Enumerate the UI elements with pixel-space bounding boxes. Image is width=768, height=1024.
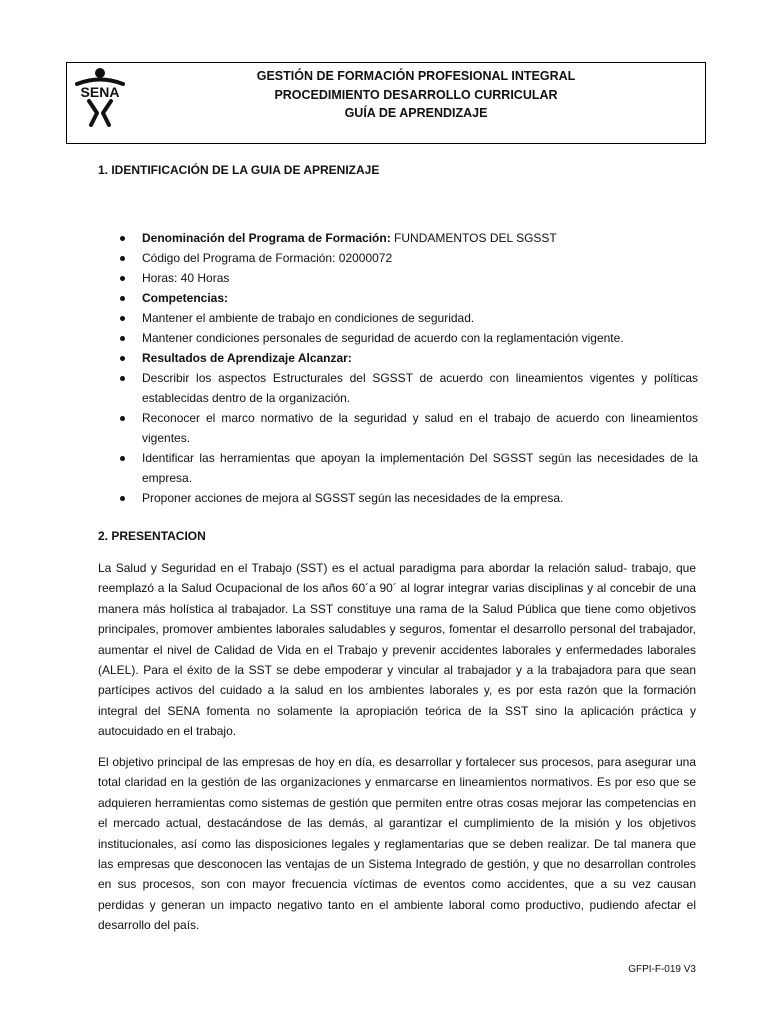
list-item: Resultados de Aprendizaje Alcanzar:	[98, 348, 698, 368]
sena-logo-icon	[71, 67, 129, 127]
bullet-icon	[120, 356, 125, 361]
svg-text:SENA: SENA	[80, 84, 120, 100]
list-item: Competencias:	[98, 288, 698, 308]
section1-title: 1. IDENTIFICACIÓN DE LA GUIA DE APRENIZAJE	[98, 163, 380, 177]
bullet-icon	[120, 416, 125, 421]
list-item: Describir los aspectos Estructurales del SGSST de acuerdo con lineamientos vigentes y políticas establecidas dentro de la organización.	[98, 368, 698, 408]
list-item: Proponer acciones de mejora al SGSST según las necesidades de la empresa.	[98, 488, 698, 508]
list-item: Reconocer el marco normativo de la seguridad y salud en el trabajo de acuerdo con lineamientos vigentes.	[98, 408, 698, 448]
list-item: Identificar las herramientas que apoyan la implementación Del SGSST según las necesidades de la empresa.	[98, 448, 698, 488]
bullet-icon	[120, 456, 125, 461]
form-code: GFPI-F-019 V3	[628, 964, 696, 975]
bullet-icon	[120, 336, 125, 341]
list-item: Mantener condiciones personales de seguridad de acuerdo con la reglamentación vigente.	[98, 328, 698, 348]
list-item: Horas: 40 Horas	[98, 268, 698, 288]
bullet-icon	[120, 316, 125, 321]
list-item: Mantener el ambiente de trabajo en condiciones de seguridad.	[98, 308, 698, 328]
header-title-line3: GUÍA DE APRENDIZAJE	[344, 106, 488, 120]
header-titles	[127, 67, 705, 123]
list-item: Código del Programa de Formación: 02000072	[98, 248, 698, 268]
bullet-icon	[120, 496, 125, 501]
identification-list	[98, 228, 698, 508]
presentation-paragraph-1: La Salud y Seguridad en el Trabajo (SST) es el actual paradigma para abordar la relación salud- trabajo, que reemplazó a la Salud Ocupacional de los años 60´a 90´ al lograr integrar varias disciplinas y al concebir de una manera más holística al trabajador. La SST constituye una rama de la Salud Pública que tiene como objetivos principales, promover ambientes laborales saludables y seguros, fomentar el desarrollo personal del trabajador, aumentar el nivel de Calidad de Vida en el Trabajo y prevenir accidentes laborales y enfermedades laborales (ALEL). Para el éxito de la SST se debe empoderar y vincular al trabajador y a la trabajadora para que sean partícipes activos del cuidado a la salud en los ambientes laborales y, es por esta razón que la formación integral del SENA fomenta no solamente la apropiación teórica de la SST sino la aplicación práctica y autocuidado en el trabajo.	[98, 561, 696, 739]
bullet-icon	[120, 296, 125, 301]
document-header	[66, 62, 706, 144]
bullet-icon	[120, 376, 125, 381]
bullet-icon	[120, 236, 125, 241]
header-title-line2: PROCEDIMIENTO DESARROLLO CURRICULAR	[274, 87, 558, 102]
bullet-icon	[120, 276, 125, 281]
list-item: Denominación del Programa de Formación: FUNDAMENTOS DEL SGSST	[98, 228, 698, 248]
section2-title: 2. PRESENTACION	[98, 529, 206, 543]
header-title-line1: GESTIÓN DE FORMACIÓN PROFESIONAL INTEGRAL	[256, 69, 576, 83]
presentation-paragraph-2: El objetivo principal de las empresas de hoy en día, es desarrollar y fortalecer sus procesos, para asegurar una total claridad en la gestión de las organizaciones y enmarcarse en lineamientos normativos. Es por eso que se adquieren herramientas como sistemas de gestión que permiten entre otras cosas mejorar las competencias en el mercado actual, destacándose de las demás, al garantizar el cumplimiento de la misión y los objetivos institucionales, así como las disposiciones legales y reglamentarias que se deben realizar. De tal manera que las empresas que desconocen las ventajas de un Sistema Integrado de gestión, y que no desarrollan controles en sus procesos, son con mayor frecuencia víctimas de eventos como accidentes, que a su vez causan perdidas y generan un impacto negativo tanto en el ambiente laboral como productivo, pudiendo afectar el desarrollo del país.	[98, 755, 696, 933]
bullet-icon	[120, 256, 125, 261]
